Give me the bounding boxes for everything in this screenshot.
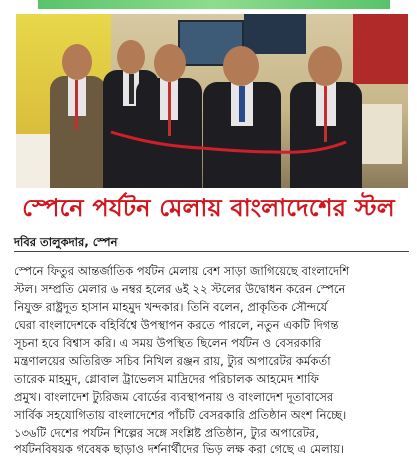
byline: দবির তালুকদার, স্পেন	[14, 235, 118, 249]
body-line: ঘেরা বাংলাদেশকে বহির্বিশ্বে উপস্থাপন করতে পারলে, নতুন একটি দিগন্ত	[14, 318, 339, 332]
byline-divider	[14, 251, 409, 252]
body-line: পর্যটনবিষয়ক গবেষক ছাড়াও দর্শনার্থীদের ভিড় লক্ষ করা গেছে এ মেলায়।	[14, 442, 345, 456]
photo-red-ribbon	[16, 14, 408, 188]
body-line: সার্বিক সহযোগিতায় বাংলাদেশের পাঁচটি বেসরকারি প্রতিষ্ঠান অংশ নিচ্ছে।	[14, 408, 347, 422]
body-line: সূচনা হবে বিশ্বাস করি। এ সময় উপস্থিত ছিলেন পর্যটন ও বেসরকারি	[14, 336, 322, 350]
article-photo	[16, 14, 408, 188]
body-line: তারেক মাহমুদ, গ্লোবাল ট্রাভেলস মাদ্রিদের পরিচালক আহমেদ শাফি	[14, 372, 320, 386]
body-line: মন্ত্রণালয়ের অতিরিক্ত সচিব নিখিল রঞ্জন রায়, ট্যুর অপারেটর কর্মকর্তা	[14, 354, 331, 368]
body-line: ১৩৬টি দেশের পর্যটন শিল্পের সঙ্গে সংশ্লিষ্ট প্রতিষ্ঠান, ট্যুর অপারেটর,	[14, 426, 320, 440]
body-line: প্রমুখ। বাংলাদেশ ট্যুরিজম বোর্ডের ব্যবস্থাপনায় ও বাংলাদেশ দূতাবাসের	[14, 390, 334, 404]
body-line: স্টল। সম্প্রতি মেলার ৬ নম্বর হলের ৬ই ২২ স্টলের উদ্বোধন করেন স্পেনে	[14, 282, 346, 296]
headline: স্পেনে পর্যটন মেলায় বাংলাদেশের স্টল	[22, 194, 395, 222]
body-line: নিযুক্ত রাষ্ট্রদূত হাসান মাহমুদ খন্দকার। তিনি বলেন, প্রাকৃতিক সৌন্দর্যে	[14, 300, 328, 314]
body-line: স্পেনে ফিতুর আন্তর্জাতিক পর্যটন মেলায় বেশ সাড়া জাগিয়েছে বাংলাদেশি	[14, 264, 350, 278]
top-green-band	[38, 0, 390, 9]
